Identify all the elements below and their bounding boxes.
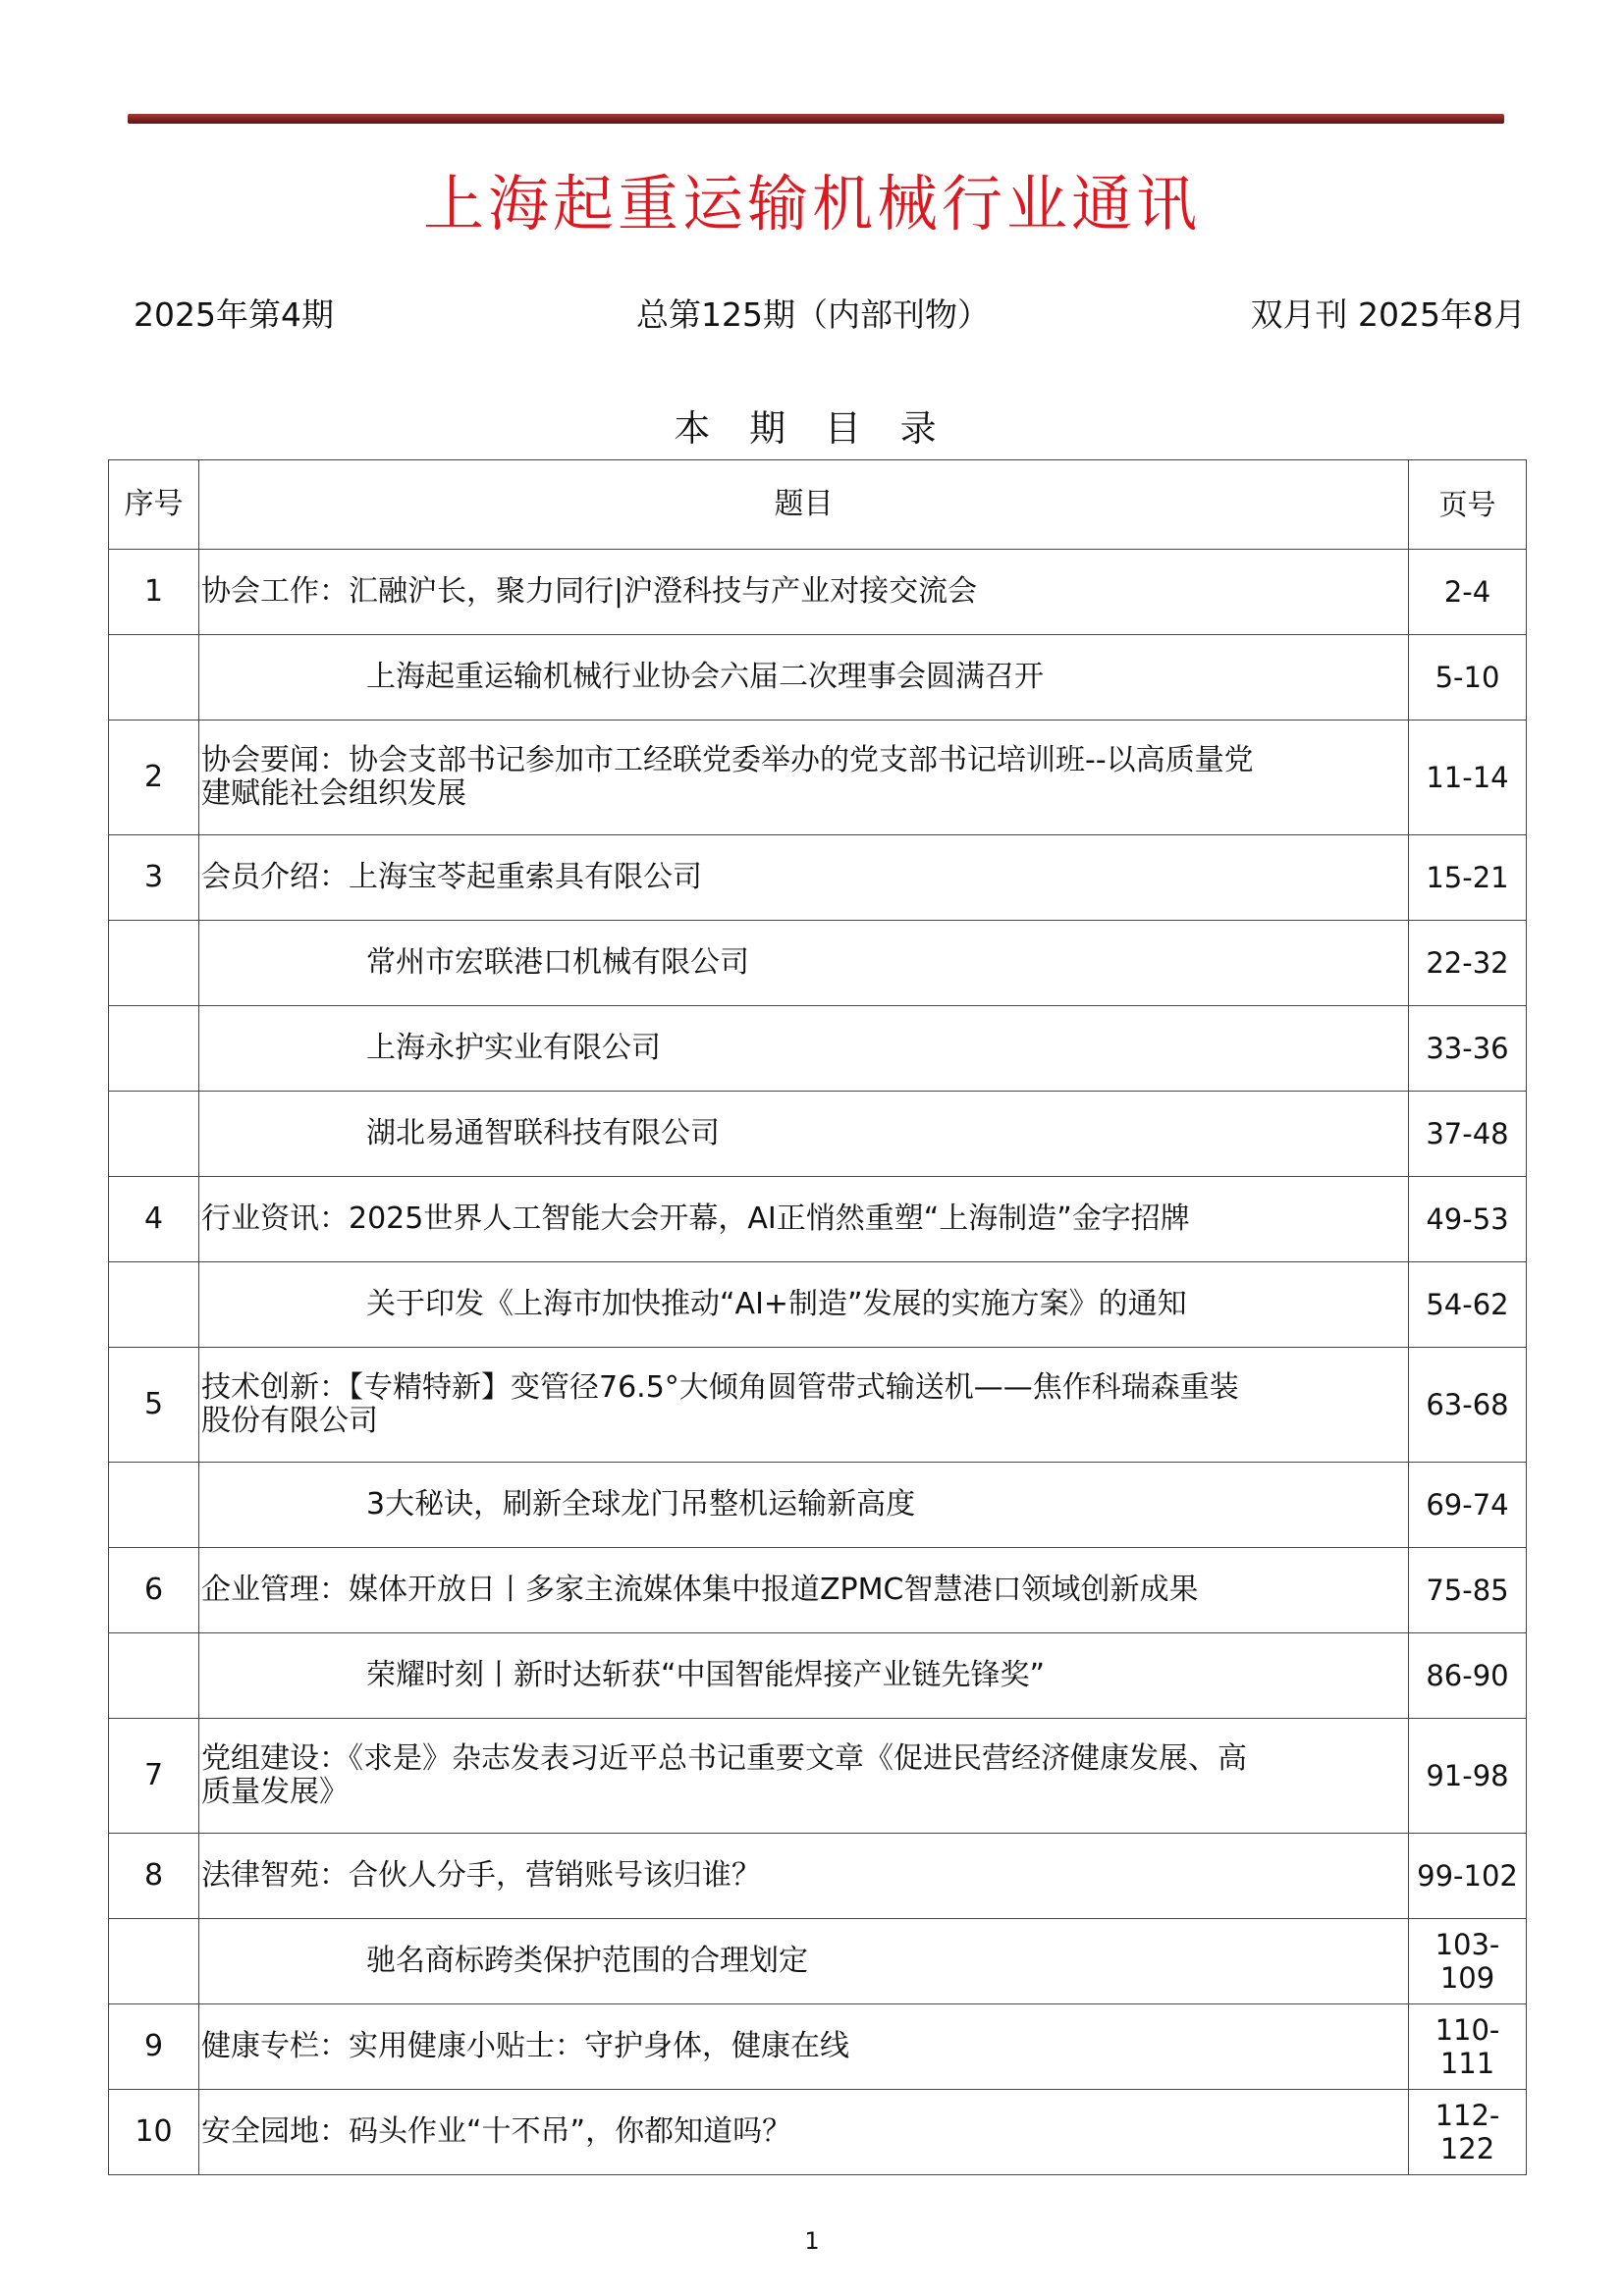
toc-row-title: 码头作业“十不吊”，你都知道吗？	[349, 2114, 792, 2149]
toc-header-row	[109, 460, 1527, 550]
toc-row-category: 法律智苑：	[201, 1858, 349, 1893]
toc-row-title-line	[201, 1945, 1404, 1978]
toc-row	[109, 1633, 1527, 1719]
toc-row	[109, 1177, 1527, 1262]
toc-row-pages: 54-62	[1409, 1262, 1527, 1348]
toc-row-pages: 86-90	[1409, 1633, 1527, 1719]
toc-row-category: 安全园地：	[201, 2114, 349, 2149]
toc-row-pages: 91-98	[1409, 1719, 1527, 1834]
toc-row-title-line	[201, 1488, 1404, 1522]
toc-row-title: 关于印发《上海市加快推动“AI+制造”发展的实施方案》的通知	[366, 1287, 1187, 1321]
toc-row-category: 协会工作：	[201, 574, 349, 609]
toc-row-category: 行业资讯：	[201, 1201, 349, 1236]
toc-row	[109, 1719, 1527, 1834]
toc-row-title: 常州市宏联港口机械有限公司	[366, 945, 749, 980]
column-header-number: 序号	[109, 460, 199, 550]
toc-row-number: 8	[109, 1834, 199, 1919]
toc-row-topic	[199, 1348, 1409, 1463]
toc-row-topic	[199, 1463, 1409, 1548]
toc-row-topic	[199, 1177, 1409, 1262]
toc-row-number	[109, 1092, 199, 1177]
toc-row-title-line	[201, 1574, 1404, 1607]
issue-date: 双月刊 2025年8月	[1250, 295, 1526, 334]
toc-row-number: 9	[109, 2004, 199, 2090]
toc-row-title: 上海永护实业有限公司	[366, 1031, 661, 1065]
toc-row	[109, 1834, 1527, 1919]
toc-row-number	[109, 921, 199, 1006]
toc-row-number	[109, 1633, 199, 1719]
toc-row-title-line	[201, 1202, 1404, 1236]
toc-row-topic	[199, 2004, 1409, 2090]
toc-row-number: 3	[109, 835, 199, 921]
toc-row	[109, 1919, 1527, 2004]
toc-row-title-continued: 质量发展》	[201, 1775, 349, 1809]
newsletter-title: 上海起重运输机械行业通讯	[422, 168, 1201, 240]
toc-row-number: 2	[109, 721, 199, 835]
toc-row-pages: 103-109	[1409, 1919, 1527, 2004]
toc-row-number	[109, 1262, 199, 1348]
toc-row-pages: 75-85	[1409, 1548, 1527, 1633]
toc-row	[109, 635, 1527, 721]
toc-row-topic	[199, 1092, 1409, 1177]
toc-row	[109, 1092, 1527, 1177]
toc-row-title: 协会支部书记参加市工经联党委举办的党支部书记培训班--以高质量党	[349, 743, 1254, 777]
column-header-topic: 题目	[199, 460, 1409, 550]
toc-row-category: 企业管理：	[201, 1573, 349, 1607]
toc-row	[109, 2090, 1527, 2175]
toc-row	[109, 1548, 1527, 1633]
toc-row-title-line	[201, 2030, 1404, 2063]
toc-row-category: 党组建设：	[201, 1741, 349, 1776]
toc-row-pages: 110-111	[1409, 2004, 1527, 2090]
toc-table	[108, 459, 1527, 2175]
toc-row	[109, 1348, 1527, 1463]
page-number: 1	[804, 2227, 820, 2255]
toc-row-title: 媒体开放日丨多家主流媒体集中报道ZPMC智慧港口领域创新成果	[349, 1573, 1199, 1607]
toc-row-title-line	[201, 1117, 1404, 1150]
toc-row-title: 上海宝苓起重索具有限公司	[349, 860, 702, 894]
toc-row-title-line	[201, 1859, 1404, 1893]
issue-number: 2025年第4期	[134, 295, 334, 334]
toc-row-title-line	[201, 661, 1404, 694]
toc-row-title-line	[201, 1371, 1404, 1405]
issue-total: 总第125期（内部刊物）	[636, 295, 990, 334]
toc-row-pages: 63-68	[1409, 1348, 1527, 1463]
toc-row-category: 健康专栏：	[201, 2029, 349, 2063]
toc-row-topic	[199, 1719, 1409, 1834]
toc-row-title-continued: 股份有限公司	[201, 1404, 378, 1438]
toc-row-title: 荣耀时刻丨新时达斩获“中国智能焊接产业链先锋奖”	[366, 1658, 1046, 1692]
toc-heading: 本 期 目 录	[674, 407, 950, 450]
toc-row-title-line	[201, 1659, 1404, 1692]
toc-row-category: 技术创新：	[201, 1370, 349, 1405]
toc-row-topic	[199, 721, 1409, 835]
toc-row-number	[109, 1006, 199, 1092]
toc-row	[109, 550, 1527, 635]
toc-row-title: 3大秘诀，刷新全球龙门吊整机运输新高度	[366, 1487, 916, 1522]
toc-row	[109, 1006, 1527, 1092]
toc-row-title-line	[201, 1032, 1404, 1065]
toc-row-title-line	[201, 575, 1404, 609]
toc-row-pages: 112-122	[1409, 2090, 1527, 2175]
toc-row-pages: 37-48	[1409, 1092, 1527, 1177]
toc-row-title: 2025世界人工智能大会开幕，AI正悄然重塑“上海制造”金字招牌	[349, 1201, 1190, 1236]
toc-row-number: 7	[109, 1719, 199, 1834]
toc-row-pages: 2-4	[1409, 550, 1527, 635]
toc-row-topic	[199, 550, 1409, 635]
toc-row	[109, 921, 1527, 1006]
toc-row	[109, 2004, 1527, 2090]
toc-row-title: 湖北易通智联科技有限公司	[366, 1116, 720, 1150]
toc-row-topic	[199, 635, 1409, 721]
toc-row-title: 驰名商标跨类保护范围的合理划定	[366, 1944, 808, 1978]
toc-row-number: 6	[109, 1548, 199, 1633]
toc-row-number: 5	[109, 1348, 199, 1463]
toc-row-number: 4	[109, 1177, 199, 1262]
toc-row-pages: 5-10	[1409, 635, 1527, 721]
toc-row-title: 【专精特新】变管径76.5°大倾角圆管带式输送机——焦作科瑞森重装	[349, 1370, 1239, 1405]
toc-row-title-line	[201, 946, 1404, 980]
toc-row-topic	[199, 1834, 1409, 1919]
toc-row-title-line	[201, 2115, 1404, 2149]
toc-row-title: 《求是》杂志发表习近平总书记重要文章《促进民营经济健康发展、高	[349, 1741, 1247, 1776]
toc-row-number: 10	[109, 2090, 199, 2175]
toc-row	[109, 1262, 1527, 1348]
toc-row-topic	[199, 1919, 1409, 2004]
toc-row-topic	[199, 835, 1409, 921]
toc-row-topic	[199, 1006, 1409, 1092]
toc-row-pages: 99-102	[1409, 1834, 1527, 1919]
toc-row-number	[109, 635, 199, 721]
toc-row-topic	[199, 1633, 1409, 1719]
toc-row-topic	[199, 921, 1409, 1006]
toc-row-pages: 22-32	[1409, 921, 1527, 1006]
toc-row-title-line	[201, 1742, 1404, 1776]
toc-row-category: 协会要闻：	[201, 743, 349, 777]
toc-row-title: 汇融沪长，聚力同行|沪澄科技与产业对接交流会	[349, 574, 978, 609]
toc-row-title: 合伙人分手，营销账号该归谁？	[349, 1858, 761, 1893]
toc-row-title-continued: 建赋能社会组织发展	[201, 776, 466, 811]
toc-row	[109, 835, 1527, 921]
toc-row	[109, 1463, 1527, 1548]
toc-row-title: 实用健康小贴士：守护身体，健康在线	[349, 2029, 849, 2063]
toc-row-title-line	[201, 744, 1404, 777]
toc-row-topic	[199, 1548, 1409, 1633]
toc-row-title-line	[201, 861, 1404, 894]
toc-row-pages: 15-21	[1409, 835, 1527, 921]
toc-row-category: 会员介绍：	[201, 860, 349, 894]
toc-row	[109, 721, 1527, 835]
toc-row-topic	[199, 1262, 1409, 1348]
toc-row-pages: 69-74	[1409, 1463, 1527, 1548]
toc-row-pages: 11-14	[1409, 721, 1527, 835]
toc-body	[109, 550, 1527, 2175]
toc-row-number	[109, 1919, 199, 2004]
toc-row-topic	[199, 2090, 1409, 2175]
toc-row-title-line	[201, 1288, 1404, 1321]
toc-row-number: 1	[109, 550, 199, 635]
toc-row-title: 上海起重运输机械行业协会六届二次理事会圆满召开	[366, 660, 1044, 694]
column-header-page: 页号	[1409, 460, 1527, 550]
toc-row-pages: 33-36	[1409, 1006, 1527, 1092]
toc-row-pages: 49-53	[1409, 1177, 1527, 1262]
header-rule	[128, 114, 1504, 124]
toc-row-number	[109, 1463, 199, 1548]
